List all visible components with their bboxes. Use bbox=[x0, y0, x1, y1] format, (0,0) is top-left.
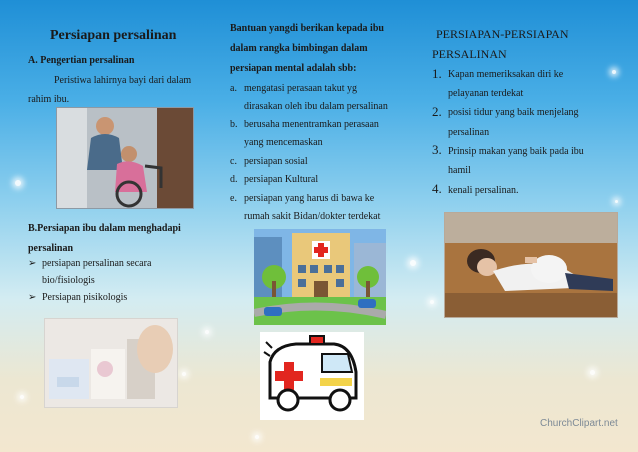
list-item-line-2: hamil bbox=[448, 165, 471, 176]
baby-supplies-photo bbox=[44, 318, 178, 408]
list-number: 3. bbox=[432, 142, 442, 157]
intro-line-1: Bantuan yangdi berikan kepada ibu bbox=[230, 23, 384, 34]
list-letter: b. bbox=[230, 119, 238, 130]
bullet-biofisiologis-line-2: bio/fisiologis bbox=[42, 275, 95, 286]
intro-line-2: dalam rangka bimbingan dalam bbox=[230, 43, 368, 54]
sparkle-decoration bbox=[430, 300, 434, 304]
sparkle-decoration bbox=[205, 330, 209, 334]
list-item-line-1: persiapan sosial bbox=[244, 156, 308, 167]
column-title-line-1: PERSIAPAN-PERSIAPAN bbox=[436, 27, 569, 41]
subheading-pengertian: A. Pengertian persalinan bbox=[28, 55, 135, 66]
arrow-bullet-icon: ➢ bbox=[28, 292, 37, 303]
list-number: 2. bbox=[432, 104, 442, 119]
list-item-line-2: pelayanan terdekat bbox=[448, 88, 524, 99]
sparkle-decoration bbox=[410, 260, 416, 266]
column-title-line-2: PERSALINAN bbox=[432, 47, 507, 61]
couple-wheelchair-photo bbox=[56, 107, 194, 209]
list-item-line-2: dirasakan oleh ibu dalam persalinan bbox=[244, 101, 388, 112]
list-letter: c. bbox=[230, 156, 237, 167]
list-number: 1. bbox=[432, 66, 442, 81]
sparkle-decoration bbox=[612, 70, 616, 74]
list-item-line-1: persiapan yang harus di bawa ke bbox=[244, 193, 375, 204]
list-item-line-1: mengatasi perasaan takut yg bbox=[244, 83, 358, 94]
list-letter: d. bbox=[230, 174, 238, 185]
list-item-line-1: Prinsip makan yang baik pada ibu bbox=[448, 146, 584, 157]
ambulance-clipart bbox=[260, 332, 364, 420]
definition-line-2: rahim ibu. bbox=[28, 94, 70, 105]
bullet-psikologis: Persiapan pisikologis bbox=[42, 292, 128, 303]
subheading-persiapan-ibu-line-2: persalinan bbox=[28, 243, 74, 254]
watermark-text: ChurchClipart.net bbox=[540, 418, 618, 429]
intro-line-3: persiapan mental adalah sbb: bbox=[230, 63, 357, 74]
list-letter: a. bbox=[230, 83, 237, 94]
sparkle-decoration bbox=[615, 200, 618, 203]
definition-line-1: Peristiwa lahirnya bayi dari dalam bbox=[54, 75, 192, 86]
bullet-biofisiologis-line-1: persiapan persalinan secara bbox=[42, 258, 152, 269]
sparkle-decoration bbox=[15, 180, 21, 186]
list-item-line-2: yang mencemaskan bbox=[244, 137, 323, 148]
list-item-line-1: persiapan Kultural bbox=[244, 174, 319, 185]
column-title: Persiapan persalinan bbox=[50, 28, 177, 43]
sparkle-decoration bbox=[182, 372, 186, 376]
subheading-persiapan-ibu-line-1: B.Persiapan ibu dalam menghadapi bbox=[28, 223, 181, 234]
list-item-line-1: kenali persalinan. bbox=[448, 185, 519, 196]
list-item-line-1: Kapan memeriksakan diri ke bbox=[448, 69, 564, 80]
pregnant-woman-sofa-photo bbox=[444, 212, 618, 318]
list-letter: e. bbox=[230, 193, 237, 204]
list-number: 4. bbox=[432, 181, 442, 196]
hospital-clipart bbox=[254, 229, 386, 325]
list-item-line-1: posisi tidur yang baik menjelang bbox=[448, 107, 579, 118]
list-item-line-1: berusaha menentramkan perasaan bbox=[244, 119, 379, 130]
sparkle-decoration bbox=[255, 435, 259, 439]
arrow-bullet-icon: ➢ bbox=[28, 258, 37, 269]
sparkle-decoration bbox=[590, 370, 595, 375]
list-item-line-2: rumah sakit Bidan/dokter terdekat bbox=[244, 211, 381, 222]
list-item-line-2: persalinan bbox=[448, 127, 490, 138]
sparkle-decoration bbox=[20, 395, 24, 399]
